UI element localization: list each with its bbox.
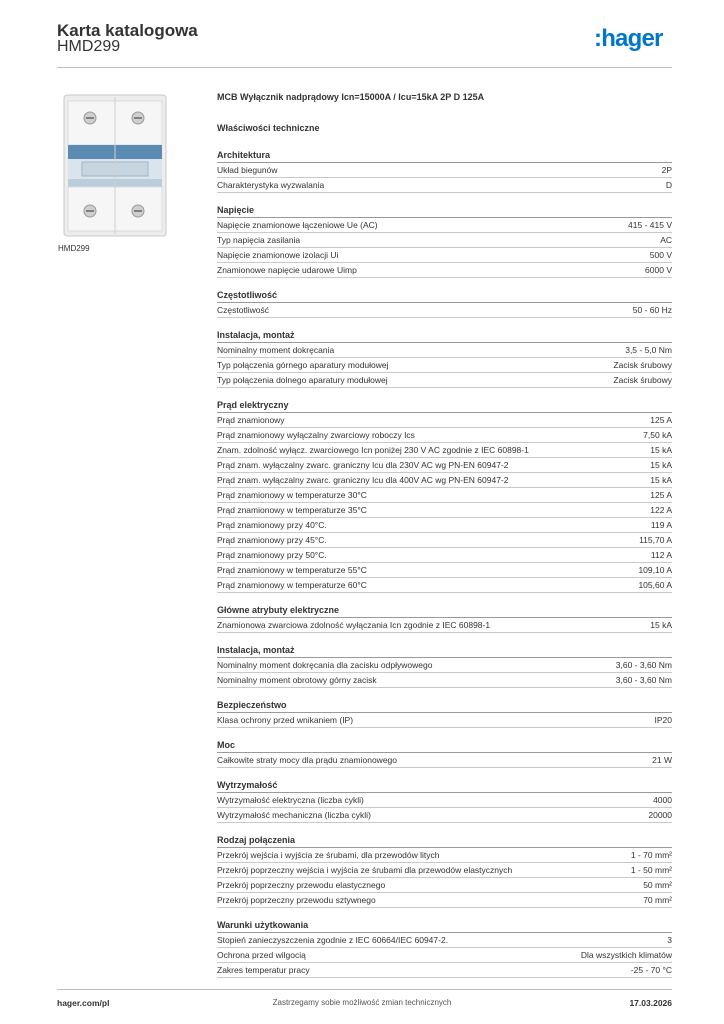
- spec-value: 119 A: [650, 520, 672, 530]
- spec-group: [217, 645, 672, 688]
- spec-row: [217, 443, 672, 458]
- spec-value: 105,60 A: [638, 580, 672, 590]
- spec-label: Zakres temperatur pracy: [217, 965, 310, 975]
- spec-value: 21 W: [652, 755, 672, 765]
- spec-group: [217, 740, 672, 768]
- spec-row: [217, 753, 672, 768]
- spec-value: 415 - 415 V: [628, 220, 672, 230]
- spec-content: [217, 92, 672, 990]
- spec-group-title: Bezpieczeństwo: [217, 700, 672, 713]
- spec-label: Prąd znamionowy w temperaturze 30°C: [217, 490, 367, 500]
- spec-group-title: Moc: [217, 740, 672, 753]
- spec-row: [217, 578, 672, 593]
- spec-group-title: Główne atrybuty elektryczne: [217, 605, 672, 618]
- spec-group-title: Instalacja, montaż: [217, 645, 672, 658]
- spec-row: [217, 548, 672, 563]
- spec-row: [217, 673, 672, 688]
- spec-row: [217, 518, 672, 533]
- spec-group-title: Napięcie: [217, 205, 672, 218]
- hager-logo-text: :hager: [594, 26, 663, 52]
- spec-label: Znamionowe napięcie udarowe Uimp: [217, 265, 357, 275]
- spec-group: [217, 400, 672, 593]
- spec-value: 15 kA: [650, 475, 672, 485]
- spec-label: Znamionowa zwarciowa zdolność wyłączania Icn zgodnie z IEC 60898-1: [217, 620, 491, 630]
- spec-value: 15 kA: [650, 445, 672, 455]
- spec-label: Znam. zdolność wyłącz. zwarciowego Icn poniżej 230 V AC zgodnie z IEC 60898-1: [217, 445, 529, 455]
- spec-value: 50 - 60 Hz: [632, 305, 672, 315]
- spec-group-title: Prąd elektryczny: [217, 400, 672, 413]
- spec-row: [217, 358, 672, 373]
- spec-label: Prąd znamionowy w temperaturze 55°C: [217, 565, 367, 575]
- spec-row: [217, 248, 672, 263]
- spec-value: 50 mm²: [643, 880, 672, 890]
- spec-groups: [217, 150, 672, 978]
- spec-value: D: [665, 180, 672, 190]
- spec-row: [217, 263, 672, 278]
- spec-label: Napięcie znamionowe izolacji Ui: [217, 250, 339, 260]
- spec-value: AC: [660, 235, 672, 245]
- spec-group: [217, 780, 672, 823]
- spec-value: IP20: [654, 715, 672, 725]
- spec-value: 112 A: [650, 550, 672, 560]
- spec-value: 3: [667, 935, 672, 945]
- spec-label: Klasa ochrony przed wnikaniem (IP): [217, 715, 354, 725]
- footer-divider: [57, 989, 672, 990]
- spec-group: [217, 605, 672, 633]
- spec-label: Wytrzymałość mechaniczna (liczba cykli): [217, 810, 371, 820]
- spec-value: 1 - 70 mm²: [630, 850, 672, 860]
- footer-date: 17.03.2026: [629, 998, 672, 1008]
- spec-row: [217, 793, 672, 808]
- spec-label: Prąd znam. wyłączalny zwarc. graniczny Icu dla 230V AC wg PN-EN 60947-2: [217, 460, 509, 470]
- spec-value: 15 kA: [650, 620, 672, 630]
- spec-value: 109,10 A: [638, 565, 672, 575]
- spec-row: [217, 618, 672, 633]
- spec-label: Nominalny moment obrotowy górny zacisk: [217, 675, 377, 685]
- spec-label: Prąd znamionowy wyłączalny zwarciowy roboczy Ics: [217, 430, 415, 440]
- spec-label: Prąd znamionowy w temperaturze 35°C: [217, 505, 367, 515]
- spec-row: [217, 233, 672, 248]
- spec-label: Nominalny moment dokręcania: [217, 345, 335, 355]
- spec-label: Typ połączenia dolnego aparatury modułowej: [217, 375, 388, 385]
- spec-value: 6000 V: [645, 265, 672, 275]
- spec-group: [217, 205, 672, 278]
- spec-label: Ochrona przed wilgocią: [217, 950, 306, 960]
- spec-value: 122 A: [650, 505, 672, 515]
- spec-value: 500 V: [649, 250, 672, 260]
- spec-value: 70 mm²: [643, 895, 672, 905]
- spec-value: Dla wszystkich klimatów: [580, 950, 672, 960]
- spec-label: Przekrój poprzeczny przewodu sztywnego: [217, 895, 376, 905]
- product-code: HMD299: [57, 38, 121, 55]
- image-caption: HMD299: [58, 244, 90, 253]
- spec-value: Zacisk śrubowy: [613, 360, 672, 370]
- spec-value: 125 A: [650, 490, 672, 500]
- spec-value: 3,60 - 3,60 Nm: [615, 660, 672, 670]
- spec-value: 2P: [661, 165, 672, 175]
- footer-website[interactable]: hager.com/pl: [57, 998, 110, 1008]
- spec-value: 125 A: [650, 415, 672, 425]
- spec-label: Przekrój poprzeczny wejścia i wyjścia ze śrubami dla przewodów elastycznych: [217, 865, 513, 875]
- spec-value: 1 - 50 mm²: [630, 865, 672, 875]
- spec-label: Stopień zanieczyszczenia zgodnie z IEC 60664/IEC 60947-2.: [217, 935, 449, 945]
- footer-disclaimer: Zastrzegamy sobie możliwość zmian technicznych: [272, 998, 452, 1007]
- spec-group: [217, 290, 672, 318]
- spec-row: [217, 413, 672, 428]
- spec-label: Układ biegunów: [217, 165, 278, 175]
- spec-group: [217, 835, 672, 908]
- spec-label: Napięcie znamionowe łączeniowe Ue (AC): [217, 220, 378, 230]
- spec-label: Przekrój poprzeczny przewodu elastycznego: [217, 880, 386, 890]
- product-image: [58, 93, 172, 238]
- spec-label: Przekrój wejścia i wyjścia ze śrubami, dla przewodów litych: [217, 850, 440, 860]
- spec-label: Prąd znamionowy przy 45°C.: [217, 535, 327, 545]
- spec-row: [217, 218, 672, 233]
- spec-label: Prąd znamionowy przy 50°C.: [217, 550, 327, 560]
- spec-row: [217, 488, 672, 503]
- spec-row: [217, 713, 672, 728]
- spec-row: [217, 563, 672, 578]
- spec-row: [217, 658, 672, 673]
- spec-label: Częstotliwość: [217, 305, 269, 315]
- spec-row: [217, 343, 672, 358]
- specs-heading: Właściwości techniczne: [217, 123, 320, 133]
- spec-label: Typ napięcia zasilania: [217, 235, 301, 245]
- spec-row: [217, 863, 672, 878]
- spec-group-title: Rodzaj połączenia: [217, 835, 672, 848]
- spec-row: [217, 163, 672, 178]
- spec-group-title: Częstotliwość: [217, 290, 672, 303]
- spec-row: [217, 933, 672, 948]
- spec-row: [217, 373, 672, 388]
- spec-row: [217, 178, 672, 193]
- page-title: Karta katalogowa: [57, 21, 198, 40]
- spec-group: [217, 920, 672, 978]
- spec-value: 15 kA: [650, 460, 672, 470]
- product-title: MCB Wyłącznik nadprądowy Icn=15000A / Icu=15kA 2P D 125A: [217, 92, 485, 102]
- spec-group: [217, 700, 672, 728]
- spec-row: [217, 473, 672, 488]
- spec-value: 20000: [648, 810, 672, 820]
- spec-row: [217, 303, 672, 318]
- spec-row: [217, 948, 672, 963]
- spec-group-title: Architektura: [217, 150, 672, 163]
- spec-group-title: Warunki użytkowania: [217, 920, 672, 933]
- spec-row: [217, 808, 672, 823]
- spec-label: Całkowite straty mocy dla prądu znamionowego: [217, 755, 398, 765]
- header-divider: [57, 67, 672, 68]
- spec-row: [217, 533, 672, 548]
- spec-group-title: Wytrzymałość: [217, 780, 672, 793]
- spec-label: Prąd znam. wyłączalny zwarc. graniczny Icu dla 400V AC wg PN-EN 60947-2: [217, 475, 509, 485]
- spec-value: Zacisk śrubowy: [613, 375, 672, 385]
- spec-value: 115,70 A: [639, 535, 672, 545]
- spec-row: [217, 458, 672, 473]
- spec-label: Typ połączenia górnego aparatury modułowej: [217, 360, 389, 370]
- spec-value: 3,60 - 3,60 Nm: [615, 675, 672, 685]
- spec-group: [217, 150, 672, 193]
- hager-logo: [594, 26, 674, 59]
- spec-row: [217, 848, 672, 863]
- spec-value: 7,50 kA: [643, 430, 672, 440]
- spec-label: Charakterystyka wyzwalania: [217, 180, 325, 190]
- spec-row: [217, 428, 672, 443]
- spec-row: [217, 893, 672, 908]
- spec-value: 4000: [653, 795, 672, 805]
- spec-value: -25 - 70 °C: [630, 965, 672, 975]
- spec-group: [217, 330, 672, 388]
- spec-row: [217, 963, 672, 978]
- spec-label: Nominalny moment dokręcania dla zacisku odpływowego: [217, 660, 433, 670]
- spec-label: Prąd znamionowy przy 40°C.: [217, 520, 327, 530]
- spec-value: 3,5 - 5,0 Nm: [625, 345, 672, 355]
- spec-label: Prąd znamionowy w temperaturze 60°C: [217, 580, 367, 590]
- spec-row: [217, 878, 672, 893]
- spec-row: [217, 503, 672, 518]
- spec-label: Prąd znamionowy: [217, 415, 285, 425]
- spec-label: Wytrzymałość elektryczna (liczba cykli): [217, 795, 364, 805]
- spec-group-title: Instalacja, montaż: [217, 330, 672, 343]
